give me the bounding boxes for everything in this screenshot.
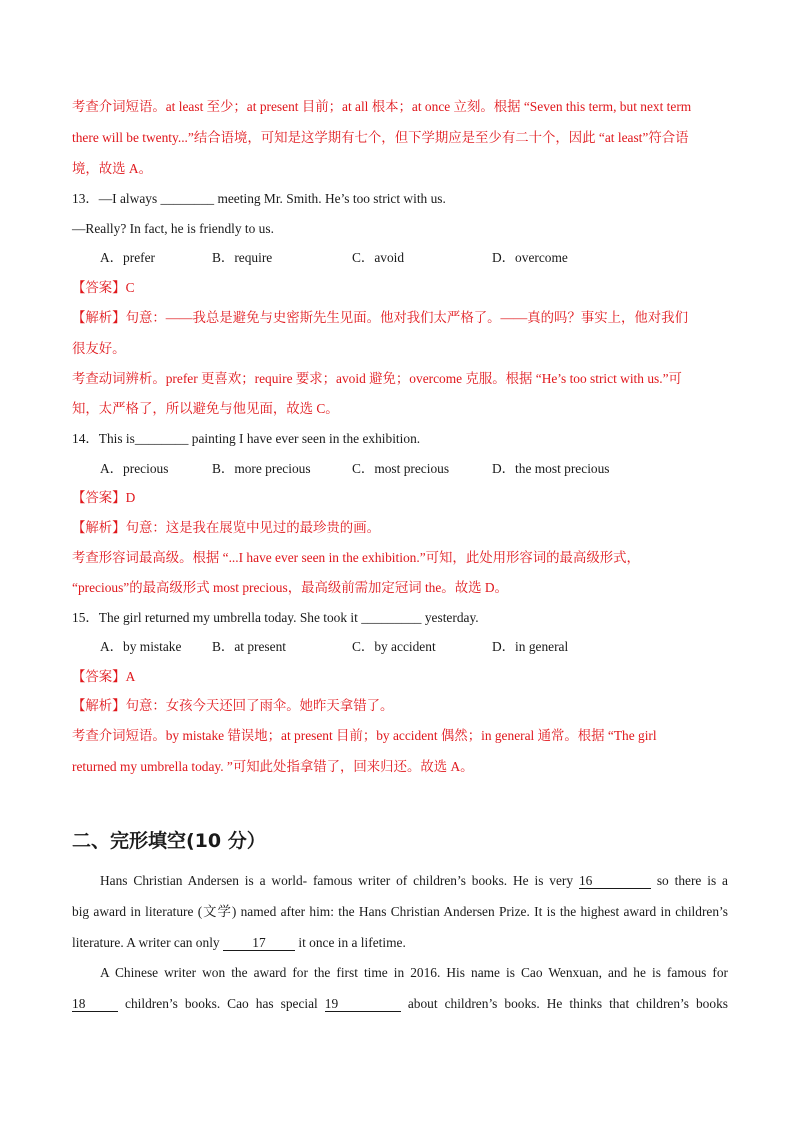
passage-text: so there is a [656,873,728,888]
q15-stem-suffix: yesterday. [424,610,479,625]
prev-explanation-line2: there will be twenty...”结合语境，可知是这学期有七个，但下学期应是至少有二十个，因此 “at least”符合语 [72,130,689,145]
q14-blank: ________ [134,431,189,446]
section-heading: 二、完形填空(10 分） [72,830,266,852]
q14-analysis-line2: 考查形容词最高级。根据 “...I have ever seen in the exhibition.”可知，此处用形容词的最高级形式， [72,550,640,565]
q14-option-d: D．the most precious [492,461,610,476]
q13-option-c: C．avoid [352,250,405,265]
blank-17: 17 [223,935,295,951]
passage-text: literature. A writer can only [72,935,220,950]
q13-option-a: A．prefer [100,250,156,265]
q13-analysis-tag: 【解析】 [72,310,126,325]
q14-analysis-line3: “precious”的最高级形式 most precious，最高级前需加定冠词 the。故选 D。 [72,580,508,595]
blank-19: 19 [325,996,401,1012]
q14-stem-suffix: painting I have ever seen in the exhibition. [191,431,421,446]
q14-analysis-text1: 句意：这是我在展览中见过的最珍贵的画。 [125,520,380,535]
q14-stem-prefix: 14．This is [72,431,135,446]
q15-answer-tag: 【答案】 [72,669,126,684]
q15-blank: _________ [361,610,422,625]
passage-p2-line1: A Chinese writer won the award for the first time in 2016. His name is Cao Wenxuan, and he is famous for [100,965,728,980]
passage-text: Hans Christian Andersen is a world- famous writer of children’s books. He is very [100,873,574,888]
q15-answer-value: A [125,669,136,684]
q14-option-a: A．precious [100,461,169,476]
q15-analysis-tag: 【解析】 [72,698,126,713]
q14-answer-value: D [125,490,136,505]
q13-stem-suffix: meeting Mr. Smith. He’s too strict with us. [217,191,446,206]
passage-text: children’s books. Cao has special [125,996,318,1011]
q14-stem [72,430,420,448]
q13-stem2: —Really? In fact, he is friendly to us. [72,221,274,236]
q13-analysis-line1 [72,309,688,327]
q15-option-d: D．in general [492,639,569,654]
prev-explanation-line3: 境，故选 A。 [72,161,152,176]
passage-p1-line3 [72,934,406,952]
q14-answer-tag: 【答案】 [72,490,126,505]
q13-analysis-line4: 知，太严格了，所以避免与他见面，故选 C。 [72,401,339,416]
q15-analysis-line2: 考查介词短语。by mistake 错误地；at present 目前；by accident 偶然；in general 通常。根据 “The girl [72,728,657,743]
q13-stem [72,190,446,208]
q15-option-c: C．by accident [352,639,436,654]
q14-analysis-tag: 【解析】 [72,520,126,535]
q13-analysis-text1: 句意：——我总是避免与史密斯先生见面。他对我们太严格了。——真的吗？事实上，他对我们 [125,310,688,325]
prev-explanation-line1: 考查介词短语。at least 至少；at present 目前；at all 根本；at once 立刻。根据 “Seven this term, but next term [72,99,692,114]
q14-option-b: B．more precious [212,461,311,476]
q15-analysis-line1 [72,697,393,715]
blank-16: 16 [579,873,651,889]
q15-option-b: B．at present [212,639,287,654]
q14-analysis-line1 [72,519,380,537]
q15-answer [72,668,135,686]
q13-option-b: B．require [212,250,273,265]
q13-stem-prefix: 13．—I always [72,191,158,206]
q14-option-c: C．most precious [352,461,450,476]
q13-blank: ________ [160,191,215,206]
q15-option-a: A．by mistake [100,639,182,654]
q13-answer [72,279,135,297]
passage-text: about children’s books. He thinks that children’s books [407,996,728,1011]
blank-18: 18 [72,996,118,1012]
q15-analysis-line3: returned my umbrella today. ”可知此处指拿错了，回来归还。故选 A。 [72,759,474,774]
q15-stem [72,609,479,627]
q15-analysis-text1: 句意：女孩今天还回了雨伞。她昨天拿错了。 [125,698,394,713]
q13-option-d: D．overcome [492,250,568,265]
q13-answer-value: C [125,280,135,295]
q13-analysis-line3: 考查动词辨析。prefer 更喜欢；require 要求；avoid 避免；overcome 克服。根据 “He’s too strict with us.”可 [72,371,682,386]
passage-p2-line2 [72,995,728,1013]
passage-p1-line1 [100,872,728,890]
q14-answer [72,489,135,507]
q15-stem-prefix: 15．The girl returned my umbrella today. She took it [72,610,358,625]
q13-analysis-line2: 很友好。 [72,341,126,356]
passage-p1-line2: big award in literature (文学) named after him: the Hans Christian Andersen Prize. It is the highest award in children’s [72,904,728,919]
q13-answer-tag: 【答案】 [72,280,126,295]
passage-text: it once in a lifetime. [298,935,406,950]
